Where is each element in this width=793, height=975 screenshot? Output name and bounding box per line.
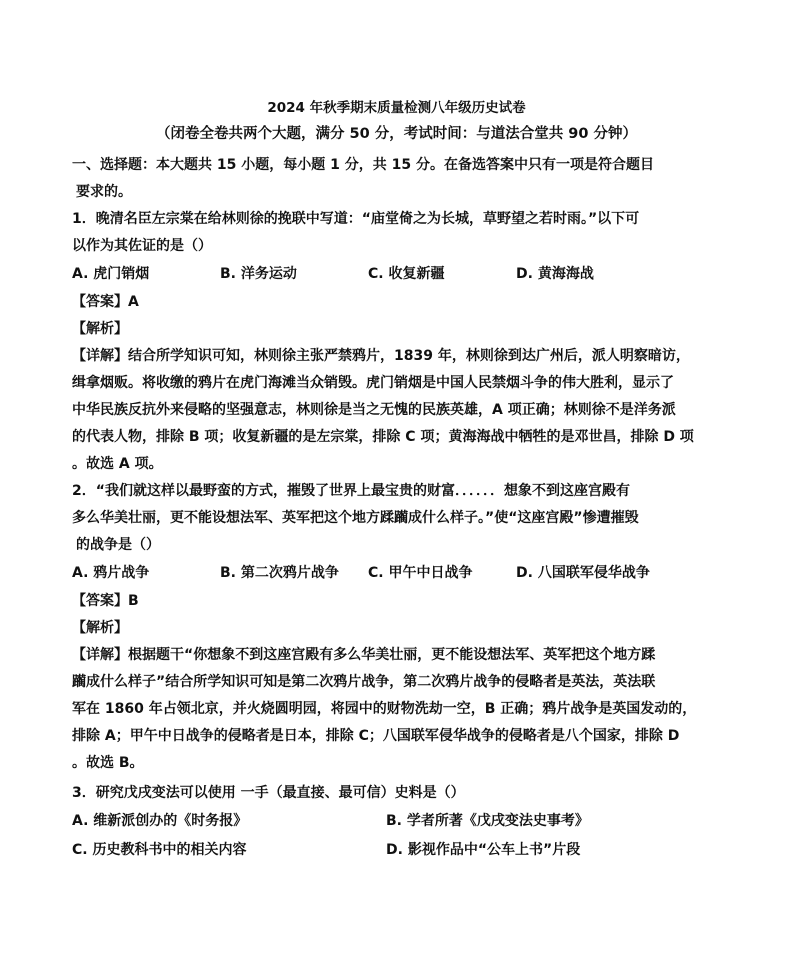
q1-option-b: B. 洋务运动 xyxy=(220,266,297,282)
q2-jiexi: 【解析】 xyxy=(72,620,128,636)
q2-stem: 2．“我们就这样以最野蛮的方式，摧毁了世界上最宝贵的财富．．．．．．想象不到这座宫殿有 xyxy=(72,483,630,499)
q1-detail: 缉拿烟贩。将收缴的鸦片在虎门海滩当众销毁。虎门销烟是中国人民禁烟斗争的伟大胜利，显示了 xyxy=(72,375,674,391)
q2-detail: 躏成什么样子”结合所学知识可知是第二次鸦片战争，第二次鸦片战争的侵略者是英法，英法联 xyxy=(72,674,656,690)
q1-detail: 中华民族反抗外来侵略的坚强意志，林则徐是当之无愧的民族英雄，A 项正确；林则徐不是洋务派 xyxy=(72,402,676,418)
exam-body xyxy=(72,152,697,865)
exam-title: 2024 年秋季期末质量检测八年级历史试卷 xyxy=(267,100,526,116)
q2-option-a: A. 鸦片战争 xyxy=(72,565,150,581)
q3-stem: 3．研究戊戌变法可以使用 一手（最直接、最可信）史料是（） xyxy=(72,785,465,801)
q1-option-c: C. 收复新疆 xyxy=(368,266,445,282)
q1-answer: 【答案】A xyxy=(72,294,139,310)
q2-stem-cont: 的战争是（） xyxy=(76,537,160,553)
section-heading-cont: 要求的。 xyxy=(76,184,132,200)
q2-detail: 。故选 B。 xyxy=(72,755,144,771)
q2-options xyxy=(72,559,682,588)
q1-detail: 的代表人物，排除 B 项；收复新疆的是左宗棠，排除 C 项；黄海海战中牺牲的是邓世昌，排除 D 项 xyxy=(72,429,694,445)
q2-stem-cont: 多么华美壮丽，更不能设想法军、英军把这个地方蹂躏成什么样子。”使“这座宫殿”惨遭摧毁 xyxy=(72,510,639,526)
q1-stem-cont: 以作为其佐证的是（） xyxy=(72,238,212,254)
q1-jiexi: 【解析】 xyxy=(72,321,128,337)
q2-detail: 排除 A；甲午中日战争的侵略者是日本，排除 C；八国联军侵华战争的侵略者是八个国家，排除 D xyxy=(72,728,680,744)
q3-option-b: B. 学者所著《戊戌变法史事考》 xyxy=(386,813,589,829)
q2-detail: 军在 1860 年占领北京，并火烧圆明园，将园中的财物洗劫一空，B 正确；鸦片战争是英国发动的， xyxy=(72,701,697,717)
q3-option-d: D. 影视作品中“公车上书”片段 xyxy=(386,842,581,858)
q1-option-a: A. 虎门销烟 xyxy=(72,266,150,282)
q3-option-c: C. 历史教科书中的相关内容 xyxy=(72,842,247,858)
q2-answer: 【答案】B xyxy=(72,593,139,609)
q2-detail: 【详解】根据题干“你想象不到这座宫殿有多么华美壮丽，更不能设想法军、英军把这个地方蹂 xyxy=(72,647,656,663)
exam-subtitle: （闭卷全卷共两个大题，满分 50 分，考试时间：与道法合堂共 90 分钟） xyxy=(155,126,638,142)
q1-detail: 。故选 A 项。 xyxy=(72,456,163,472)
q2-option-b: B. 第二次鸦片战争 xyxy=(220,565,339,581)
section-heading: 一、选择题：本大题共 15 小题，每小题 1 分，共 15 分。在备选答案中只有一项是符合题目 xyxy=(72,157,654,173)
q1-options xyxy=(72,260,682,289)
q1-option-d: D. 黄海海战 xyxy=(516,266,594,282)
q1-stem: 1．晚清名臣左宗棠在给林则徐的挽联中写道：“庙堂倚之为长城，草野望之若时雨。”以下可 xyxy=(72,211,640,227)
q2-option-d: D. 八国联军侵华战争 xyxy=(516,565,650,581)
q3-options-row2 xyxy=(72,836,682,865)
q1-detail: 【详解】结合所学知识可知，林则徐主张严禁鸦片，1839 年，林则徐到达广州后，派人明察暗访， xyxy=(72,348,690,364)
q3-option-a: A. 维新派创办的《时务报》 xyxy=(72,813,248,829)
q3-options-row1 xyxy=(72,807,682,836)
q2-option-c: C. 甲午中日战争 xyxy=(368,565,473,581)
